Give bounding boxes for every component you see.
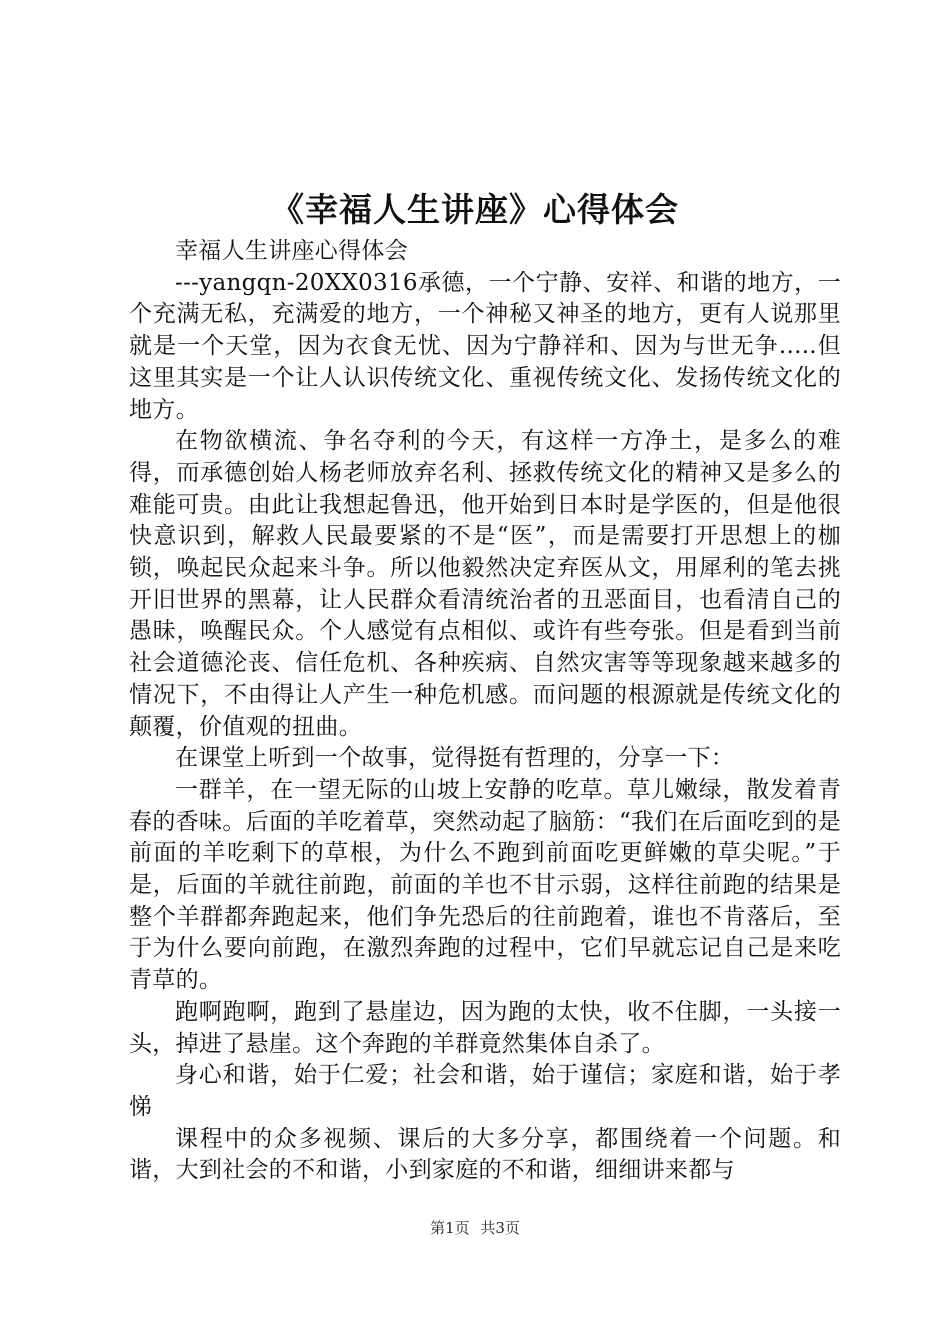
page-total: 共3页 — [480, 1219, 520, 1237]
paragraph-harmony-motto: 身心和谐，始于仁爱；社会和谐，始于谨信；家庭和谐，始于孝悌 — [129, 1062, 841, 1120]
page-footer — [0, 1218, 950, 1238]
paragraph-cliff: 跑啊跑啊，跑到了悬崖边，因为跑的太快，收不住脚，一头接一头，掉进了悬崖。这个奔跑的羊群竟然集体自杀了。 — [129, 998, 841, 1057]
paragraph-sheep-story: 一群羊，在一望无际的山坡上安静的吃草。草儿嫩绿，散发着青春的香味。后面的羊吃着草，突然动起了脑筋：“我们在后面吃到的是前面的羊吃剩下的草根，为什么不跑到前面吃更鲜嫩的草尖呢。”于是，后面的羊就往前跑，前面的羊也不甘示弱，这样往前跑的结果是整个羊群都奔跑起来，他们争先恐后的往前跑着，谁也不肯落后，至于为什么要向前跑，在激烈奔跑的过程中，它们早就忘记自己是来吃青草的。 — [129, 776, 841, 994]
paragraph-story-intro: 在课堂上听到一个故事，觉得挺有哲理的，分享一下： — [175, 745, 735, 772]
paragraph-intro: ---yangqn-20XX0316承德，一个宁静、安祥、和谐的地方，一个充满无私，充满爱的地方，一个神秘又神圣的地方，更有人说那里就是一个天堂，因为衣食无忧、因为宁静祥和、因为与世无争.....但这里其实是一个让人认识传统文化、重视传统文化、发扬传统文化的地方。 — [129, 269, 841, 423]
paragraph-subtitle: 幸福人生讲座心得体会 — [175, 238, 408, 264]
page-number: 第1页 — [430, 1219, 470, 1237]
paragraph-reflection: 在物欲横流、争名夺利的今天，有这样一方净土，是多么的难得，而承德创始人杨老师放弃名利、拯救传统文化的精神又是多么的难能可贵。由此让我想起鲁迅，他开始到日本时是学医的，但是他很快意识到，解救人民最要紧的不是“医”，而是需要打开思想上的枷锁，唤起民众起来斗争。所以他毅然决定弃医从文，用犀利的笔去挑开旧世界的黑幕，让人民群众看清统治者的丑恶面目，也看清自己的愚昧，唤醒民众。个人感觉有点相似、或许有些夸张。但是看到当前社会道德沦丧、信任危机、各种疾病、自然灾害等等现象越来越多的情况下，不由得让人产生一种危机感。而问题的根源就是传统文化的颠覆，价值观的扭曲。 — [129, 428, 841, 740]
paragraph-course: 课程中的众多视频、课后的大多分享，都围绕着一个问题。和谐，大到社会的不和谐，小到家庭的不和谐，细细讲来都与 — [129, 1125, 841, 1184]
document-title: 《幸福人生讲座》心得体会 — [271, 190, 679, 229]
document-body — [129, 236, 841, 1187]
